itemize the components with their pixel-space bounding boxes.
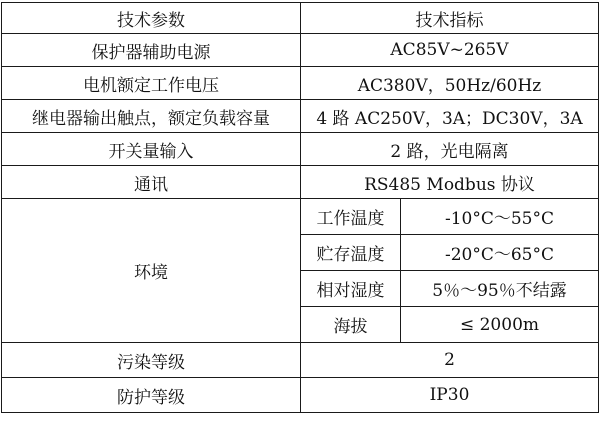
environment-item-value: -20°C～65°C: [401, 235, 599, 271]
environment-row: [2, 199, 599, 235]
row-spec: AC85V~265V: [301, 34, 599, 67]
table-row: [2, 67, 599, 100]
table-row: [2, 100, 599, 133]
environment-item-value: -10°C～55°C: [401, 199, 599, 235]
spec-table: [1, 2, 599, 413]
table-row: [2, 166, 599, 199]
table-row: [2, 378, 599, 413]
environment-label: 环境: [2, 199, 301, 343]
row-param: 防护等级: [2, 378, 301, 413]
table-row: [2, 34, 599, 67]
row-spec: 4 路 AC250V，3A；DC30V，3A: [301, 100, 599, 133]
header-spec: 技术指标: [301, 3, 599, 34]
row-param: 继电器输出触点，额定负载容量: [2, 100, 301, 133]
table-row: [2, 343, 599, 378]
environment-item-value: 5％～95％不结露: [401, 271, 599, 307]
row-spec: AC380V，50Hz/60Hz: [301, 67, 599, 100]
row-param: 开关量输入: [2, 133, 301, 166]
row-spec: 2: [301, 343, 599, 378]
environment-item-name: 海拔: [301, 307, 401, 343]
table-header-row: [2, 3, 599, 34]
row-spec: RS485 Modbus 协议: [301, 166, 599, 199]
environment-item-name: 相对湿度: [301, 271, 401, 307]
environment-item-value: ≤ 2000m: [401, 307, 599, 343]
table-row: [2, 133, 599, 166]
environment-item-name: 工作温度: [301, 199, 401, 235]
row-param: 污染等级: [2, 343, 301, 378]
header-param: 技术参数: [2, 3, 301, 34]
row-param: 电机额定工作电压: [2, 67, 301, 100]
row-spec: IP30: [301, 378, 599, 413]
row-param: 通讯: [2, 166, 301, 199]
row-spec: 2 路，光电隔离: [301, 133, 599, 166]
row-param: 保护器辅助电源: [2, 34, 301, 67]
environment-item-name: 贮存温度: [301, 235, 401, 271]
